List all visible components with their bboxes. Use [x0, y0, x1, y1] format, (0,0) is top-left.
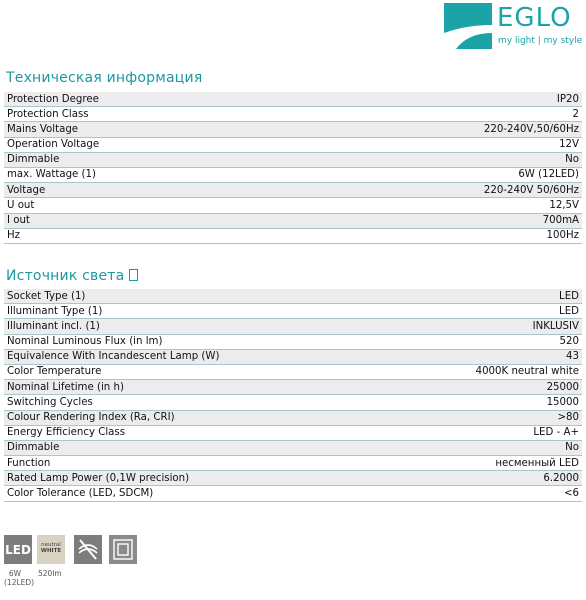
spec-label: Nominal Lifetime (in h) — [7, 381, 124, 393]
spec-label: Operation Voltage — [7, 139, 100, 151]
table-row — [4, 153, 582, 168]
spec-value: 2 — [572, 108, 579, 120]
table-row — [4, 486, 582, 501]
spec-value: 6W (12LED) — [518, 169, 579, 181]
table-row — [4, 138, 582, 153]
light-section-title-text: Источник света — [6, 268, 130, 284]
table-row — [4, 92, 582, 107]
spec-value: LED - A+ — [533, 427, 579, 439]
table-row — [4, 304, 582, 319]
led-badge-label: LED — [5, 542, 31, 557]
table-row — [4, 289, 582, 304]
table-row — [4, 168, 582, 183]
spec-label: Hz — [7, 230, 21, 242]
table-row — [4, 471, 582, 486]
led-badge-icon — [4, 535, 32, 564]
spec-label: Equivalence With Incandescent Lamp (W) — [7, 351, 220, 363]
spec-label: Voltage — [7, 184, 46, 196]
brand-name: EGLO — [497, 3, 572, 33]
spec-value: 12V — [559, 139, 579, 151]
table-row — [4, 214, 582, 229]
spec-value: 100Hz — [546, 230, 579, 242]
spec-label: max. Wattage (1) — [7, 169, 96, 181]
spec-value: несменный LED — [495, 457, 579, 469]
spec-label: Protection Class — [7, 108, 89, 120]
table-row — [4, 350, 582, 365]
spec-label: Dimmable — [7, 154, 60, 166]
spec-label: Dimmable — [7, 442, 60, 454]
spec-value: 12,5V — [549, 199, 579, 211]
table-row — [4, 456, 582, 471]
table-row — [4, 183, 582, 198]
spec-value: LED — [559, 290, 579, 302]
neutral-white-line1: neutral — [41, 542, 61, 548]
table-row — [4, 395, 582, 410]
protection-class-2-icon — [109, 535, 137, 564]
light-table — [4, 289, 582, 502]
table-row — [4, 122, 582, 137]
spec-label: Rated Lamp Power (0,1W precision) — [7, 472, 190, 484]
light-section-title — [6, 268, 138, 284]
spec-label: U out — [7, 199, 35, 211]
spec-value: 43 — [566, 351, 579, 363]
spec-value: 220-240V,50/60Hz — [483, 123, 579, 135]
table-row — [4, 380, 582, 395]
brand-tagline: my light | my style — [498, 36, 583, 46]
spec-label: Mains Voltage — [7, 123, 79, 135]
table-row — [4, 319, 582, 334]
table-row — [4, 335, 582, 350]
table-row — [4, 229, 582, 244]
table-row — [4, 198, 582, 213]
spec-label: Protection Degree — [7, 93, 99, 105]
spec-value: 220-240V 50/60Hz — [483, 184, 579, 196]
eglo-logo — [444, 3, 584, 49]
spec-label: Nominal Luminous Flux (in lm) — [7, 336, 163, 348]
spec-label: Switching Cycles — [7, 396, 93, 408]
spec-value: 15000 — [546, 396, 579, 408]
spec-label: I out — [7, 215, 30, 226]
spec-value: No — [565, 154, 579, 166]
spec-label: Color Temperature — [7, 366, 102, 378]
table-row — [4, 411, 582, 426]
not-dimmable-icon — [74, 535, 102, 564]
tech-section-title: Техническая информация — [6, 70, 203, 86]
spec-value: 25000 — [546, 381, 579, 393]
eglo-logo-icon — [444, 3, 492, 49]
spec-label: Illuminant Type (1) — [7, 305, 103, 317]
neutral-white-line2: WHITE — [40, 548, 62, 554]
lumen-caption: 520lm — [38, 569, 62, 578]
table-row — [4, 107, 582, 122]
spec-label: Function — [7, 457, 51, 469]
spec-value: 700mA — [542, 215, 579, 226]
spec-value: >80 — [557, 412, 579, 423]
tech-table — [4, 92, 582, 244]
title-placeholder-icon — [129, 269, 138, 281]
spec-value: IP20 — [556, 93, 579, 105]
table-row — [4, 365, 582, 380]
spec-label: Color Tolerance (LED, SDCM) — [7, 487, 154, 499]
table-row — [4, 426, 582, 441]
spec-label: Colour Rendering Index (Ra, CRI) — [7, 412, 175, 423]
table-row — [4, 441, 582, 456]
neutral-white-icon — [37, 535, 65, 564]
wattage-caption: 6W (12LED) — [4, 569, 35, 587]
spec-value: 520 — [559, 336, 579, 348]
spec-value: LED — [559, 305, 579, 317]
spec-label: Illuminant incl. (1) — [7, 320, 100, 332]
spec-value: 6.2000 — [543, 472, 579, 484]
spec-label: Energy Efficiency Class — [7, 427, 126, 439]
spec-label: Socket Type (1) — [7, 290, 86, 302]
spec-value: 4000K neutral white — [475, 366, 579, 378]
spec-value: No — [565, 442, 579, 454]
spec-value: <6 — [563, 487, 579, 499]
spec-value: INKLUSIV — [532, 320, 579, 332]
